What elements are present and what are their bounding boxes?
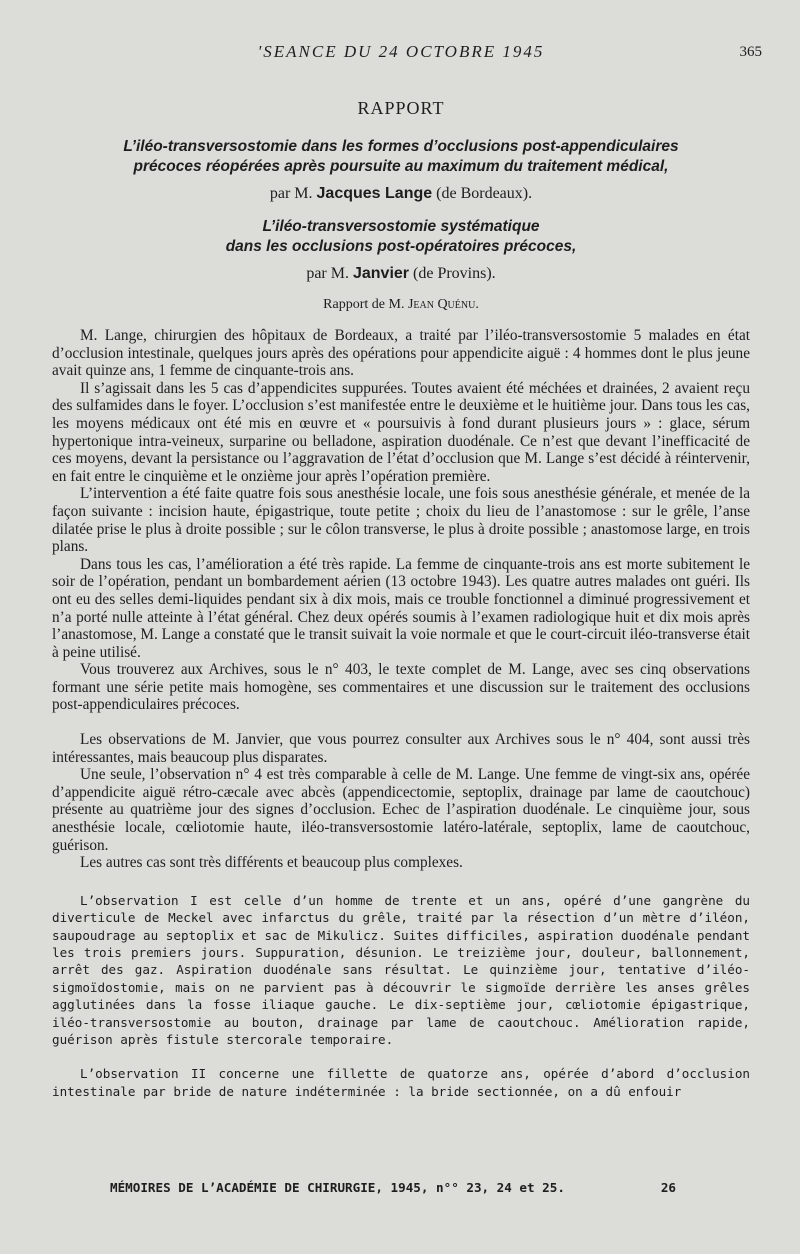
paragraph: M. Lange, chirurgien des hôpitaux de Bordeaux, a traité par l’iléo-transversostomie 5 malades en état d’occlusion intestinale, quelques jours après des opérations pour appendicite aiguë : 4 hommes dont le plus jeune avait quinze ans, 1 femme de cinquante-trois ans. [52,327,750,380]
rapporteur-line [52,297,750,313]
byline-suffix: (de Provins). [413,265,496,282]
title-line: L’iléo-transversostomie dans les formes d’occlusions post-appendiculaires [123,138,679,155]
author-byline-2 [52,265,750,283]
observations-text [52,892,750,1100]
paragraph: Les observations de M. Janvier, que vous pourrez consulter aux Archives sous le n° 404, sont aussi très intéressantes, mais beaucoup plus disparates. [52,731,750,766]
author-name: Janvier [352,265,410,282]
page-number: 365 [739,44,762,60]
running-header [52,0,762,70]
byline-prefix: par M. [306,265,349,282]
body-text [52,327,750,872]
paragraph: L’intervention a été faite quatre fois sous anesthésie locale, une fois sous anesthésie générale, et menée de la façon suivante : incision haute, épigastrique, toute petite ; choix du lieu de l’anastomose : sur le grêle, l’anse dilatée prise le plus à droite possible ; sur le côlon transverse, le plus à droite possible ; anastomose large, en trois plans. [52,485,750,556]
paragraph: Dans tous les cas, l’amélioration a été très rapide. La femme de cinquante-trois ans est morte subitement le soir de l’opération, pendant un bombardement aérien (13 octobre 1943). Les quatre autres malades ont guéri. Ils ont eu des selles demi-liquides pendant six à dix mois, mais ce trouble fonctionnel a diminué progressivement et n’a porté nulle atteinte à l’état général. Chez deux opérés soumis à l’examen radiologique huit et dix mois après l’anastomose, M. Lange a constaté que le transit suivait la voie normale et que le court-circuit iléo-transverse était à peine utilisé. [52,555,750,661]
title-line: dans les occlusions post-opératoires précoces, [225,238,577,255]
title-line: précoces réopérées après poursuite au maximum du traitement médical, [133,158,669,175]
article-title-2 [52,217,750,257]
observation-paragraph: L’observation I est celle d’un homme de trente et un ans, opéré d’une gangrène du diverticule de Meckel avec infarctus du grêle, traité par la résection d’un mètre d’iléon, saupoudrage au septoplix et sac de Mikulicz. Suites difficiles, aspiration duodénale pendant les trois premiers jours. Suppuration, désunion. Le treizième jour, douleur, ballonnement, arrêt des gaz. Aspiration duodénale sans résultat. Le quinzième jour, tentative d’iléo-sigmoïdostomie, mais on ne parvient pas à découvrir le sigmoïde derrière les anses grêles agglutinées dans la fosse iliaque gauche. Le dix-septième jour, cœliotomie épigastrique, iléo-transversostomie au bouton, drainage par lame de caoutchouc. Amélioration rapide, guérison après fistule stercorale temporaire. [52,892,750,1048]
paragraph: Une seule, l’observation n° 4 est très comparable à celle de M. Lange. Une femme de vingt-six ans, opérée d’appendicite aiguë rétro-cæcale avec abcès (appendicectomie, septoplix, drainage par lame de caoutchouc) présente au quatrième jour des signes d’occlusion. Echec de l’aspiration duodénale. Le cinquième jour, sous anesthésie locale, cœliotomie haute, iléo-transversostomie latéro-latérale, septoplix, lame de caoutchouc, guérison. [52,766,750,854]
rapporteur-prefix: Rapport de M. [323,297,405,312]
paragraph: Il s’agissait dans les 5 cas d’appendicites suppurées. Toutes avaient été méchées et drainées, 2 avaient reçu des sulfamides dans le foyer. L’occlusion s’est manifestée entre le deuxième et le huitième jour. Dans tous les cas, les moyens médicaux ont été mis en œuvre et « poursuivis à fond durant plusieurs jours » : glace, sérum hypertonique intra-veineux, surparine ou belladone, aspiration duodénale. Ce n’est que devant l’inefficacité de ces moyens, devant la persistance ou l’aggravation de l’état d’occlusion que M. Lange s’est décidé à réintervenir, en fait entre le cinquième et le onzième jour après l’opération première. [52,379,750,485]
rapporteur-name: Jean Quénu. [407,297,479,312]
section-heading: RAPPORT [357,98,445,118]
byline-suffix: (de Bordeaux). [436,185,533,202]
byline-prefix: par M. [269,185,313,202]
observation-paragraph: L’observation II concerne une fillette de quatorze ans, opérée d’abord d’occlusion intestinale par bride de nature indéterminée : la bride sectionnée, on a dû enfouir [52,1066,750,1099]
author-byline-1 [52,185,750,203]
running-title: 'SEANCE DU 24 OCTOBRE 1945 [257,42,545,61]
paragraph: Les autres cas sont très différents et beaucoup plus complexes. [80,854,463,872]
author-name: Jacques Lange [316,185,433,202]
signature-mark: 26 [660,1180,676,1195]
footer-citation: MÉMOIRES DE L’ACADÉMIE DE CHIRURGIE, 1945, n°° 23, 24 et 25. [110,1180,565,1195]
title-line: L’iléo-transversostomie systématique [262,218,540,235]
article-title-1 [52,137,750,177]
paragraph: Vous trouverez aux Archives, sous le n° 403, le texte complet de M. Lange, avec ses cinq observations formant une série petite mais homogène, ses commentaires et une discussion sur le traitement des occlusions post-appendiculaires précoces. [52,661,750,714]
